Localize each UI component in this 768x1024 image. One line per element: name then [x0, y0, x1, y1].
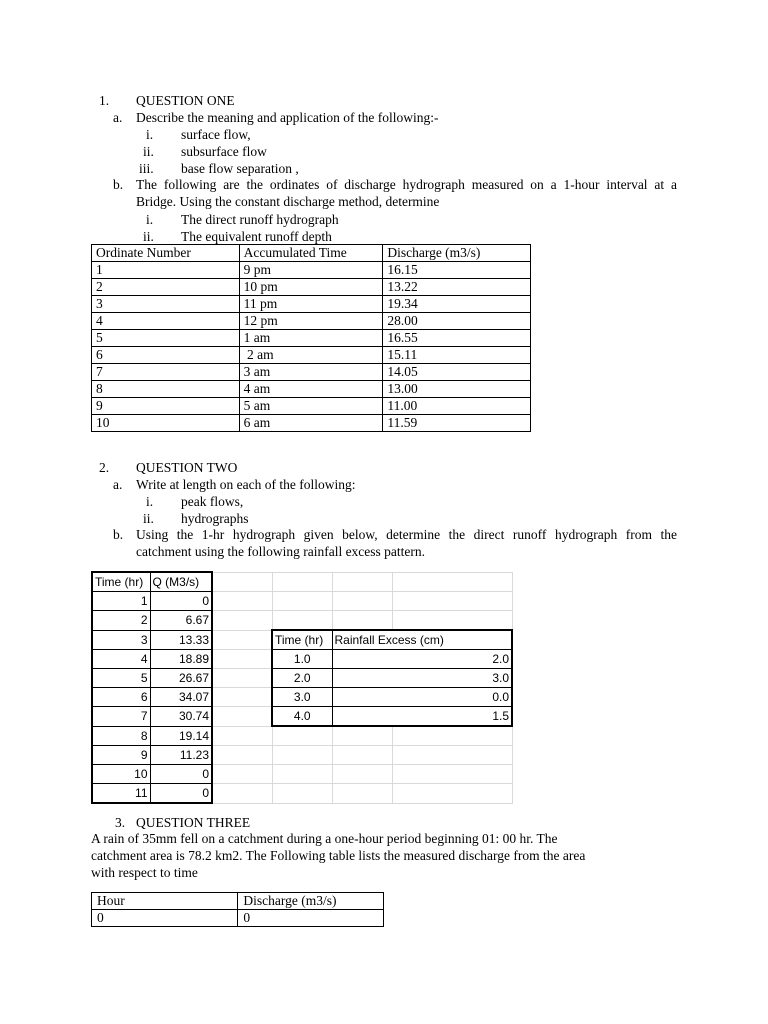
table-header: Accumulated Time	[239, 245, 383, 262]
rain-header-excess: Rainfall Excess (cm)	[332, 630, 512, 650]
table-row	[92, 262, 531, 279]
table-cell: 19.34	[383, 296, 531, 313]
table-cell: 5	[92, 330, 240, 347]
rain-excess-cell: 2.0	[332, 650, 512, 669]
table-cell: 8	[92, 381, 240, 398]
table-row	[92, 364, 531, 381]
table-cell: 28.00	[383, 313, 531, 330]
table-cell: 12 pm	[239, 313, 383, 330]
table-cell: 5 am	[239, 398, 383, 415]
q1-a-item-text: subsurface flow	[181, 144, 267, 159]
uh-q-cell: 30.74	[150, 707, 212, 727]
q1-a-item-num: i.	[146, 127, 154, 142]
table-row	[92, 381, 531, 398]
table-row	[92, 398, 531, 415]
uh-time-cell: 8	[92, 726, 150, 746]
q1-a-item-num: ii.	[143, 144, 154, 159]
table-header: Discharge (m3/s)	[383, 245, 531, 262]
rain-time-cell: 4.0	[272, 707, 332, 727]
uh-time-cell: 2	[92, 611, 150, 631]
q1-b-item-text: The equivalent runoff depth	[181, 229, 332, 244]
uh-time-cell: 6	[92, 688, 150, 707]
table-cell: 3	[92, 296, 240, 313]
table-cell: 11.59	[383, 415, 531, 432]
table-row	[92, 415, 531, 432]
table-row	[92, 669, 512, 688]
table-row	[92, 650, 512, 669]
table-cell: 1 am	[239, 330, 383, 347]
table-cell: 11 pm	[239, 296, 383, 313]
table-cell: 14.05	[383, 364, 531, 381]
q1-a-item-text: surface flow,	[181, 127, 251, 142]
q1-a-label: a.	[113, 110, 123, 125]
q1-b-item-text: The direct runoff hydrograph	[181, 212, 339, 227]
uh-time-cell: 1	[92, 592, 150, 611]
q2-a-item-num: ii.	[143, 511, 154, 526]
q2-a-label: a.	[113, 477, 123, 492]
table-cell: 11.00	[383, 398, 531, 415]
table-row	[92, 707, 512, 727]
uh-header-time: Time (hr)	[92, 572, 150, 592]
table-header: Hour	[92, 893, 238, 910]
uh-time-cell: 11	[92, 784, 150, 804]
table-cell: 9	[92, 398, 240, 415]
rain-excess-cell: 3.0	[332, 669, 512, 688]
table-row	[92, 746, 512, 765]
table-cell: 4 am	[239, 381, 383, 398]
table-cell: 0	[238, 910, 384, 927]
table-cell: 13.00	[383, 381, 531, 398]
q2-b-line1: Using the 1-hr hydrograph given below, determine the direct runoff hydrograph from the	[136, 527, 677, 542]
table-cell: 16.55	[383, 330, 531, 347]
rain-excess-cell: 0.0	[332, 688, 512, 707]
table-header-row	[92, 245, 531, 262]
q1-a-text: Describe the meaning and application of the following:-	[136, 110, 439, 125]
table-row	[92, 630, 512, 650]
uh-header-q: Q (M3/s)	[150, 572, 212, 592]
q3-title: QUESTION THREE	[136, 815, 251, 830]
q1-b-line1: The following are the ordinates of discharge hydrograph measured on a 1-hour interval at a	[136, 177, 677, 192]
table-cell: 7	[92, 364, 240, 381]
table-row	[92, 330, 531, 347]
table-cell: 1	[92, 262, 240, 279]
uh-time-cell: 9	[92, 746, 150, 765]
table-cell: 10 pm	[239, 279, 383, 296]
q1-b-line2: Bridge. Using the constant discharge method, determine	[136, 194, 440, 209]
table-cell: 3 am	[239, 364, 383, 381]
rain-time-cell: 2.0	[272, 669, 332, 688]
q1-a-item-num: iii.	[139, 161, 154, 176]
q2-a-text: Write at length on each of the following:	[136, 477, 356, 492]
q2-a-item-text: peak flows,	[181, 494, 244, 509]
table-row	[92, 313, 531, 330]
table-cell: 6 am	[239, 415, 383, 432]
table-row	[92, 279, 531, 296]
q3-line2: catchment area is 78.2 km2. The Following table lists the measured discharge from the area	[91, 848, 586, 863]
unit-hydrograph-grid	[91, 571, 513, 804]
rain-time-cell: 1.0	[272, 650, 332, 669]
uh-q-cell: 26.67	[150, 669, 212, 688]
table-row	[92, 765, 512, 784]
table-cell: 16.15	[383, 262, 531, 279]
rain-excess-cell: 1.5	[332, 707, 512, 727]
table-row	[92, 611, 512, 631]
uh-q-cell: 0	[150, 784, 212, 804]
q1-number: 1.	[99, 93, 110, 108]
q3-discharge-table	[91, 892, 384, 927]
table-row	[92, 726, 512, 746]
q3-number: 3.	[115, 815, 126, 830]
q3-line1: A rain of 35mm fell on a catchment during a one-hour period beginning 01: 00 hr. The	[91, 831, 558, 846]
table-row	[92, 910, 384, 927]
uh-q-cell: 13.33	[150, 630, 212, 650]
uh-time-cell: 3	[92, 630, 150, 650]
table-cell: 0	[92, 910, 238, 927]
table-row	[92, 784, 512, 804]
table-header: Discharge (m3/s)	[238, 893, 384, 910]
table-cell: 2	[92, 279, 240, 296]
rain-time-cell: 3.0	[272, 688, 332, 707]
q1-discharge-table	[91, 244, 531, 432]
uh-q-cell: 34.07	[150, 688, 212, 707]
uh-time-cell: 5	[92, 669, 150, 688]
table-cell: 6	[92, 347, 240, 364]
rain-header-time: Time (hr)	[272, 630, 332, 650]
q1-title: QUESTION ONE	[136, 93, 235, 108]
table-cell: 9 pm	[239, 262, 383, 279]
q2-a-item-text: hydrographs	[181, 511, 249, 526]
table-header: Ordinate Number	[92, 245, 240, 262]
q1-b-item-num: i.	[146, 212, 154, 227]
uh-q-cell: 11.23	[150, 746, 212, 765]
q2-title: QUESTION TWO	[136, 460, 238, 475]
table-row	[92, 347, 531, 364]
q1-a-item-text: base flow separation ,	[181, 161, 299, 176]
table-header-row	[92, 572, 512, 592]
uh-time-cell: 4	[92, 650, 150, 669]
table-row	[92, 592, 512, 611]
table-row	[92, 688, 512, 707]
uh-q-cell: 0	[150, 592, 212, 611]
uh-q-cell: 18.89	[150, 650, 212, 669]
q2-number: 2.	[99, 460, 110, 475]
uh-q-cell: 0	[150, 765, 212, 784]
table-cell: 4	[92, 313, 240, 330]
table-cell: 2 am	[239, 347, 383, 364]
uh-time-cell: 7	[92, 707, 150, 727]
table-cell: 10	[92, 415, 240, 432]
uh-q-cell: 6.67	[150, 611, 212, 631]
table-row	[92, 296, 531, 313]
table-cell: 15.11	[383, 347, 531, 364]
table-cell: 13.22	[383, 279, 531, 296]
table-header-row	[92, 893, 384, 910]
q3-line3: with respect to time	[91, 865, 198, 880]
q2-a-item-num: i.	[146, 494, 154, 509]
q1-b-label: b.	[113, 177, 124, 192]
uh-time-cell: 10	[92, 765, 150, 784]
q2-b-line2: catchment using the following rainfall excess pattern.	[136, 544, 426, 559]
uh-q-cell: 19.14	[150, 726, 212, 746]
q2-b-label: b.	[113, 527, 124, 542]
q1-b-item-num: ii.	[143, 229, 154, 244]
